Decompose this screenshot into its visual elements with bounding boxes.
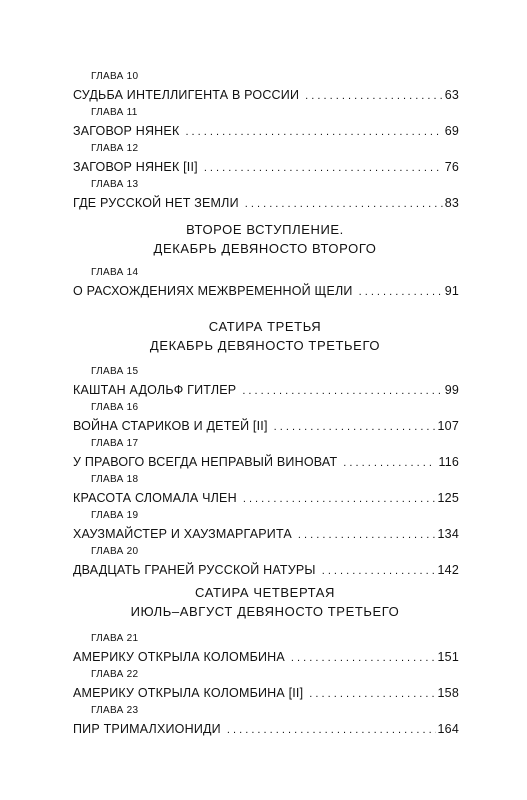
chapter-title: СУДЬБА ИНТЕЛЛИГЕНТА В РОССИИ <box>73 88 300 102</box>
toc-entry <box>73 158 459 176</box>
chapter-label: ГЛАВА 11 <box>91 107 138 118</box>
toc-entry <box>73 525 459 543</box>
chapter-title: ЗАГОВОР НЯНЕК <box>73 124 180 138</box>
dot-leader <box>242 382 442 400</box>
chapter-title: ХАУЗМАЙСТЕР И ХАУЗМАРГАРИТА <box>73 527 292 541</box>
dot-leader <box>185 123 442 141</box>
toc-section-2 <box>73 264 459 300</box>
chapter-label: ГЛАВА 16 <box>91 402 139 413</box>
chapter-label: ГЛАВА 18 <box>91 474 139 485</box>
chapter-label: ГЛАВА 15 <box>91 366 139 377</box>
dot-leader <box>274 418 436 436</box>
page-number: 116 <box>438 455 459 469</box>
chapter-label: ГЛАВА 12 <box>91 143 139 154</box>
toc-section-4 <box>73 630 459 738</box>
chapter-label: ГЛАВА 23 <box>91 705 139 716</box>
page-number: 76 <box>444 160 459 174</box>
page-number: 125 <box>437 491 459 505</box>
toc-entry <box>73 489 459 507</box>
dot-leader <box>204 159 443 177</box>
page-number: 91 <box>444 284 459 298</box>
chapter-title: АМЕРИКУ ОТКРЫЛА КОЛОМБИНА <box>73 650 285 664</box>
chapter-label: ГЛАВА 22 <box>91 669 139 680</box>
dot-leader <box>245 195 443 213</box>
toc-entry <box>73 122 459 140</box>
section-heading-line: САТИРА ТРЕТЬЯ <box>208 319 322 334</box>
toc-entry <box>73 453 459 471</box>
toc-entry <box>73 381 459 399</box>
chapter-label: ГЛАВА 14 <box>91 267 139 278</box>
chapter-title: АМЕРИКУ ОТКРЫЛА КОЛОМБИНА [II] <box>73 686 304 700</box>
toc-section-3 <box>73 363 459 579</box>
section-heading-line: ВТОРОЕ ВСТУПЛЕНИЕ. <box>186 222 344 237</box>
section-heading-line: ИЮЛЬ–АВГУСТ ДЕВЯНОСТО ТРЕТЬЕГО <box>130 604 400 619</box>
section-heading-line: САТИРА ЧЕТВЕРТАЯ <box>195 585 335 600</box>
page-number: 99 <box>444 383 459 397</box>
dot-leader <box>309 685 435 703</box>
chapter-title: О РАСХОЖДЕНИЯХ МЕЖВРЕМЕННОЙ ЩЕЛИ <box>73 284 353 298</box>
dot-leader <box>227 721 436 739</box>
page-number: 158 <box>437 686 459 700</box>
chapter-label: ГЛАВА 19 <box>91 510 139 521</box>
dot-leader <box>343 454 436 472</box>
section-heading-line: ДЕКАБРЬ ДЕВЯНОСТО ВТОРОГО <box>153 241 377 256</box>
toc-entry <box>73 86 459 104</box>
toc-entry <box>73 648 459 666</box>
page-number: 83 <box>444 196 459 210</box>
page-number: 142 <box>437 563 459 577</box>
dot-leader <box>298 526 436 544</box>
toc-section-1 <box>73 68 459 212</box>
chapter-title: КАШТАН АДОЛЬФ ГИТЛЕР <box>73 383 237 397</box>
chapter-label: ГЛАВА 20 <box>91 546 139 557</box>
toc-entry <box>73 561 459 579</box>
toc-entry <box>73 194 459 212</box>
chapter-label: ГЛАВА 17 <box>91 438 139 449</box>
page-number: 134 <box>437 527 459 541</box>
chapter-title: КРАСОТА СЛОМАЛА ЧЛЕН <box>73 491 237 505</box>
toc-entry <box>73 417 459 435</box>
chapter-title: У ПРАВОГО ВСЕГДА НЕПРАВЫЙ ВИНОВАТ <box>73 455 338 469</box>
dot-leader <box>322 562 436 580</box>
chapter-title: ДВАДЦАТЬ ГРАНЕЙ РУССКОЙ НАТУРЫ <box>73 563 316 577</box>
chapter-title: ГДЕ РУССКОЙ НЕТ ЗЕМЛИ <box>73 196 239 210</box>
chapter-label: ГЛАВА 10 <box>91 71 139 82</box>
page-number: 107 <box>437 419 459 433</box>
toc-entry <box>73 720 459 738</box>
toc-entry <box>73 684 459 702</box>
chapter-title: ПИР ТРИМАЛХИОНИДИ <box>73 722 221 736</box>
chapter-label: ГЛАВА 21 <box>91 633 139 644</box>
page-number: 151 <box>437 650 459 664</box>
dot-leader <box>359 283 443 301</box>
page-number: 63 <box>444 88 459 102</box>
dot-leader <box>291 649 436 667</box>
toc-entry <box>73 282 459 300</box>
chapter-title: ЗАГОВОР НЯНЕК [II] <box>73 160 198 174</box>
section-heading <box>60 583 470 621</box>
chapter-label: ГЛАВА 13 <box>91 179 139 190</box>
section-heading <box>60 317 470 355</box>
dot-leader <box>305 87 443 105</box>
chapter-title: ВОЙНА СТАРИКОВ И ДЕТЕЙ [II] <box>73 419 268 433</box>
page-number: 69 <box>444 124 459 138</box>
page-number: 164 <box>437 722 459 736</box>
section-heading <box>60 220 470 258</box>
section-heading-line: ДЕКАБРЬ ДЕВЯНОСТО ТРЕТЬЕГО <box>149 338 381 353</box>
dot-leader <box>243 490 436 508</box>
